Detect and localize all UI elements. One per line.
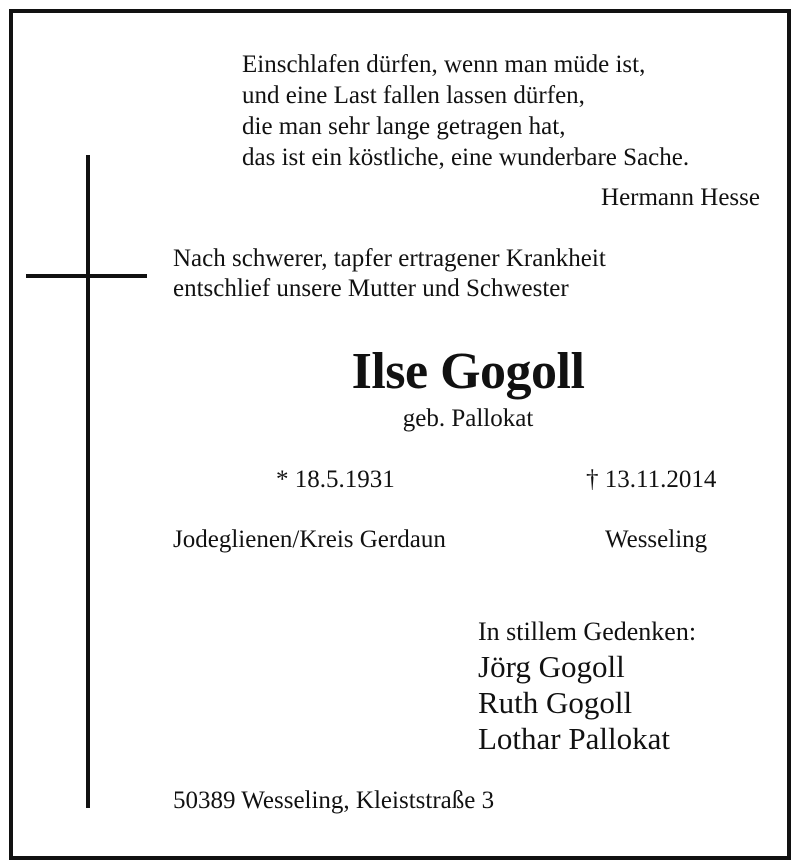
memory-heading: In stillem Gedenken: [478,617,697,646]
maiden-name: geb. Pallokat [402,405,534,432]
poem-quote [242,49,689,173]
poem-line: das ist ein köstliche, eine wunderbare Sache. [242,144,690,171]
intro-line: entschlief unsere Mutter und Schwester [173,275,569,302]
birth-date: * 18.5.1931 [276,466,395,493]
cross-horizontal-beam [26,274,147,278]
poem-line: die man sehr lange getragen hat, [242,113,566,140]
mourner-name: Lothar Pallokat [478,721,670,756]
cross-vertical-beam [86,155,90,808]
intro-text [173,244,606,304]
death-place: Wesseling [605,526,708,553]
mourner-name: Ruth Gogoll [478,685,633,720]
birth-place: Jodeglienen/Kreis Gerdaun [173,526,446,553]
death-date: † 13.11.2014 [586,466,717,493]
mourner-name: Jörg Gogoll [478,649,625,684]
poem-line: und eine Last fallen lassen dürfen, [242,82,585,109]
deceased-name: Ilse Gogoll [351,343,585,400]
poem-author: Hermann Hesse [601,184,760,211]
poem-line: Einschlafen dürfen, wenn man müde ist, [242,51,646,78]
family-address: 50389 Wesseling, Kleiststraße 3 [173,787,495,814]
mourners-list [478,649,670,757]
intro-line: Nach schwerer, tapfer ertragener Krankheit [173,245,606,272]
